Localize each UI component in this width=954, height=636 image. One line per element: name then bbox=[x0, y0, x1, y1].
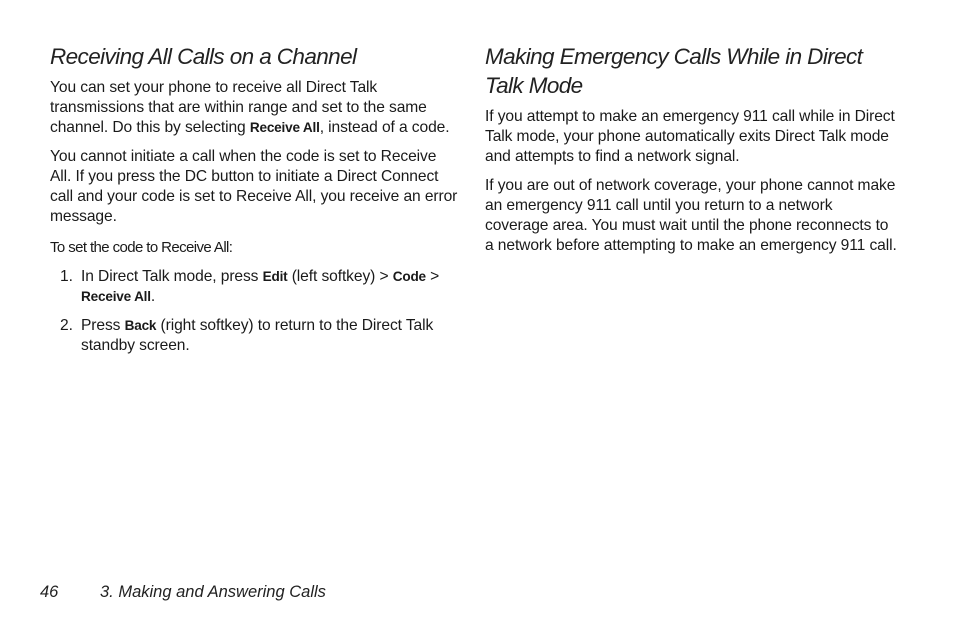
chapter-title: 3. Making and Answering Calls bbox=[100, 583, 326, 601]
text: , instead of a code. bbox=[319, 119, 450, 136]
step-item bbox=[50, 316, 460, 356]
text: > bbox=[425, 268, 440, 285]
step-item bbox=[50, 267, 460, 307]
page-footer bbox=[40, 581, 326, 603]
right-column bbox=[485, 42, 897, 265]
left-column bbox=[50, 42, 460, 365]
text: In Direct Talk mode, press bbox=[81, 268, 263, 285]
steps-list bbox=[50, 267, 460, 356]
paragraph-cannot-initiate: You cannot initiate a call when the code is set to Receive All. If you press the DC button to initiate a Direct Connect call and your code is set to Receive All, you receive an error message. bbox=[50, 148, 458, 225]
keyword-receive-all: Receive All bbox=[81, 289, 151, 304]
text: (left softkey) > bbox=[287, 268, 393, 285]
text: You can set your phone to receive all Direct Talk transmissions that are within range and set to the same channel. Do this by selecting bbox=[50, 79, 427, 136]
keyword-back: Back bbox=[124, 318, 157, 333]
keyword-code: Code bbox=[392, 269, 426, 284]
paragraph-out-of-coverage: If you are out of network coverage, your phone cannot make an emergency 911 call until you return to a network coverage area. You must wait until the phone reconnects to a network before attempting to make an emergency 911 call. bbox=[485, 177, 897, 254]
paragraph-emergency-exit: If you attempt to make an emergency 911 call while in Direct Talk mode, your phone automatically exits Direct Talk mode and attempts to find a network signal. bbox=[485, 108, 895, 165]
paragraph-receive-all-intro bbox=[50, 78, 460, 138]
keyword-receive-all: Receive All bbox=[249, 120, 320, 135]
text: Press bbox=[81, 317, 125, 334]
step-number: 2. bbox=[60, 317, 73, 334]
keyword-edit: Edit bbox=[262, 269, 288, 284]
procedure-intro: To set the code to Receive All: bbox=[50, 239, 233, 256]
text: . bbox=[150, 288, 156, 305]
step-number: 1. bbox=[60, 268, 73, 285]
section-heading-receiving-all-calls: Receiving All Calls on a Channel bbox=[50, 44, 357, 69]
page-number: 46 bbox=[40, 583, 59, 601]
text: (right softkey) to return to the Direct Talk standby screen. bbox=[81, 317, 434, 354]
section-heading-emergency-calls: Making Emergency Calls While in Direct Talk Mode bbox=[485, 44, 863, 98]
